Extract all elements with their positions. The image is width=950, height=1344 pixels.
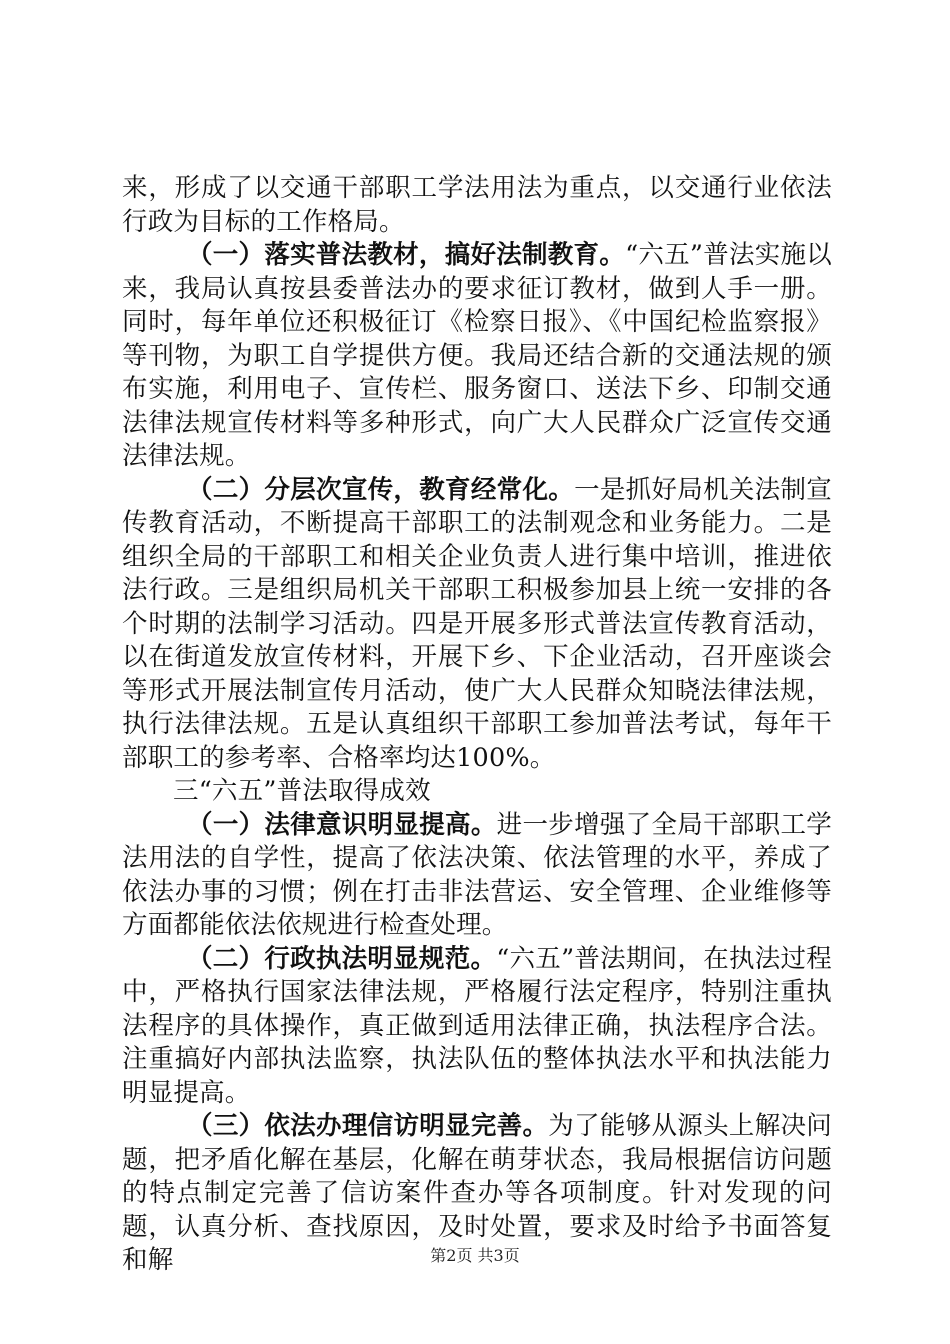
paragraph-layered-publicity (122, 474, 832, 776)
section-heading-results (122, 775, 832, 809)
paragraph-legal-awareness (122, 809, 832, 943)
section-heading-text: 三“六五”普法取得成效 (173, 776, 431, 806)
paragraph-heading: （二）分层次宣传，教育经常化。 (187, 474, 575, 505)
paragraph-text: 进一步增强了全局干部职工学法用法的自学性，提高了依法决策、依法管理的水平，养成了依法办事的习惯；例在打击非法营运、安全管理、企业维修等方面都能依法依规进行检查处理。 (122, 809, 832, 940)
paragraph-text: “六五”普法实施以来，我局认真按县委普法办的要求征订教材，做到人手一册。同时，每年单位还积极征订《检察日报》、《中国纪检监察报》等刊物，为职工自学提供方便。我局还结合新的交通法规的颁布实施，利用电子、宣传栏、服务窗口、送法下乡、印制交通法律法规宣传材料等多种形式，向广大人民群众广泛宣传交通法律法规。 (122, 240, 832, 471)
paragraph-teaching-materials (122, 239, 832, 474)
paragraph-heading: （一）法律意识明显提高。 (187, 809, 497, 840)
paragraph-heading: （一）落实普法教材，搞好法制教育。 (187, 240, 626, 270)
document-body (122, 172, 832, 1278)
paragraph-text: 来，形成了以交通干部职工学法用法为重点，以交通行业依法行政为目标的工作格局。 (122, 173, 832, 237)
page-number-footer: 第2页 共3页 (430, 1246, 520, 1265)
paragraph-text: 为了能够从源头上解决问题，把矛盾化解在基层，化解在萌芽状态，我局根据信访问题的特点制定完善了信访案件查办等各项制度。针对发现的问题，认真分析、查找原因，及时处置，要求及时给予书面答复和解 (122, 1111, 832, 1275)
paragraph-text: 一是抓好局机关法制宣传教育活动，不断提高干部职工的法制观念和业务能力。二是组织全局的干部职工和相关企业负责人进行集中培训，推进依法行政。三是组织局机关干部职工积极参加县上统一安排的各个时期的法制学习活动。四是开展多形式普法宣传教育活动，以在街道发放宣传材料，开展下乡、下企业活动，召开座谈会等形式开展法制宣传月活动，使广大人民群众知晓法律法规，执行法律法规。五是认真组织干部职工参加普法考试，每年干部职工的参考率、合格率均达100%。 (122, 474, 832, 773)
paragraph-intro-continuation (122, 172, 832, 239)
paragraph-heading: （二）行政执法明显规范。 (187, 943, 497, 974)
paragraph-heading: （三）依法办理信访明显完善。 (187, 1111, 549, 1141)
paragraph-text: “六五”普法期间，在执法过程中，严格执行国家法律法规，严格履行法定程序，特别注重执法程序的具体操作，真正做到适用法律正确，执法程序合法。注重搞好内部执法监察，执法队伍的整体执法水平和执法能力明显提高。 (122, 943, 832, 1108)
paragraph-law-enforcement (122, 943, 832, 1111)
